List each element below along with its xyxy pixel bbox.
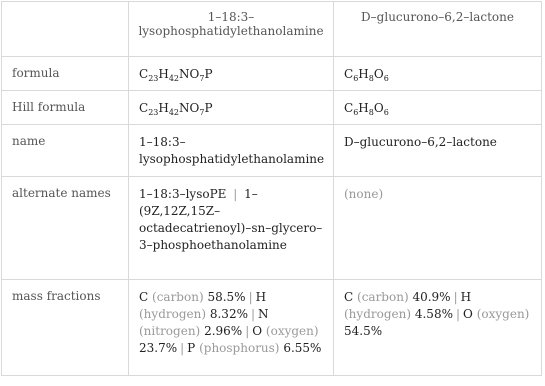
table-row — [2, 125, 542, 177]
row-label-hill-formula: Hill formula — [2, 91, 129, 125]
alternate-names-lysope — [129, 177, 334, 280]
element-h: H (hydrogen) 4.58% — [344, 290, 472, 321]
row-label-alternate-names: alternate names — [2, 177, 129, 280]
element-c: C (carbon) 58.5% — [139, 290, 246, 304]
element-c: C (carbon) 40.9% — [344, 290, 451, 304]
table-row — [2, 280, 542, 376]
row-label-name: name — [2, 125, 129, 177]
element-p: P (phosphorus) 6.55% — [187, 341, 322, 355]
element-o: O (oxygen) 54.5% — [344, 307, 530, 338]
name-lysope: 1–18:3–lysophosphatidylethanolamine — [129, 125, 334, 177]
row-label-formula: formula — [2, 57, 129, 91]
table-row — [2, 91, 542, 125]
table-row — [2, 177, 542, 280]
separator: | — [233, 187, 238, 201]
alt-name-2: 1–(9Z,12Z,15Z–octadecatrienoyl)–sn–glycero–3–phosphoethanolamine — [139, 187, 323, 252]
formula-glucuronolactone: $C_6H_8O_6$ — [334, 57, 542, 91]
element-o: O (oxygen) 23.7% — [139, 324, 319, 355]
alt-name-1: 1–18:3–lysoPE — [139, 187, 227, 201]
alternate-names-glucuronolactone: (none) — [334, 177, 542, 280]
element-n: N (nitrogen) 2.96% — [139, 307, 269, 338]
header-row — [2, 2, 542, 57]
name-glucuronolactone: D–glucurono–6,2–lactone — [334, 125, 542, 177]
mass-fractions-lysope: C (carbon) 58.5% | H (hydrogen) 8.32% | N (nitrogen) 2.96% | O (oxygen) 23.7% | P (phosphorus) 6.55% — [129, 280, 334, 376]
column-header-lysope: 1–18:3–lysophosphatidylethanolamine — [129, 2, 334, 57]
column-header-glucuronolactone: D–glucurono–6,2–lactone — [334, 2, 542, 57]
mass-fractions-glucuronolactone: C (carbon) 40.9% | H (hydrogen) 4.58% | O (oxygen) 54.5% — [334, 280, 542, 376]
row-label-mass-fractions: mass fractions — [2, 280, 129, 376]
comparison-table — [1, 1, 542, 376]
table-row — [2, 57, 542, 91]
corner-cell — [2, 2, 129, 57]
hill-formula-lysope: $C_{23}H_{42}NO_7P$ — [129, 91, 334, 125]
hill-formula-glucuronolactone: $C_6H_8O_6$ — [334, 91, 542, 125]
formula-lysope: $C_{23}H_{42}NO_7P$ — [129, 57, 334, 91]
element-h: H (hydrogen) 8.32% — [139, 290, 267, 321]
